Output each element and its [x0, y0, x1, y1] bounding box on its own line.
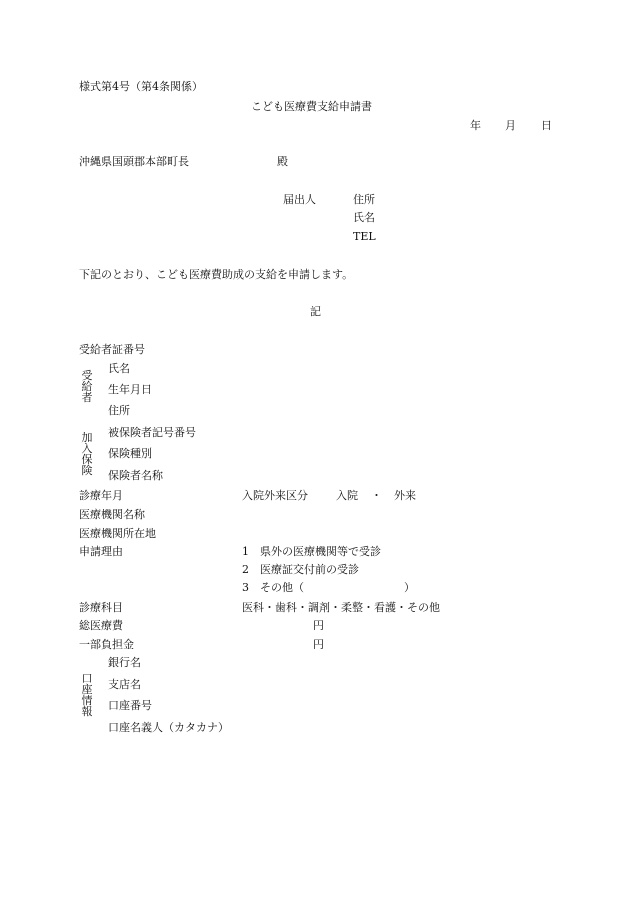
applicant-address-label: 住所	[353, 193, 375, 206]
treatment-month-label: 診療年月	[79, 489, 123, 502]
inpatient-option: 入院	[336, 489, 358, 502]
ki-heading: 記	[310, 305, 321, 318]
recipient-group-char: 受給者	[81, 369, 93, 404]
insurance-group-label	[80, 432, 94, 476]
reason-3-text: その他（	[260, 581, 304, 594]
institution-address-label: 医療機関所在地	[79, 527, 156, 540]
application-statement: 下記のとおり、こども医療費助成の支給を申請します。	[79, 268, 354, 281]
applicant-label: 届出人	[283, 193, 316, 206]
outpatient-option: 外来	[394, 489, 416, 502]
insurance-group-char: 加入保険	[81, 431, 93, 477]
reason-1-number: 1	[242, 545, 249, 558]
reason-3-number: 3	[242, 581, 249, 594]
applicant-tel-label: TEL	[353, 230, 376, 243]
copay-label: 一部負担金	[79, 638, 134, 651]
account-number-label: 口座番号	[108, 699, 152, 712]
date-month-label: 月	[505, 119, 516, 132]
page-title: こども医療費支給申請書	[251, 100, 372, 113]
insurance-type-label: 保険種別	[108, 447, 152, 460]
date-year-label: 年	[470, 119, 481, 132]
bank-name-label: 銀行名	[108, 656, 141, 669]
branch-name-label: 支店名	[108, 678, 141, 691]
recipient-birthdate-label: 生年月日	[108, 383, 152, 396]
inout-separator: ・	[371, 489, 382, 502]
reason-2-number: 2	[242, 563, 249, 576]
account-group-char: 口座情報	[81, 672, 93, 718]
reason-1-text: 県外の医療機関等で受診	[260, 545, 381, 558]
department-options: 医科・歯科・調剤・柔整・看護・その他	[242, 601, 440, 614]
inout-label: 入院外来区分	[242, 489, 308, 502]
date-day-label: 日	[541, 119, 552, 132]
recipient-cert-number-label: 受給者証番号	[79, 343, 145, 356]
insured-symbol-number-label: 被保険者記号番号	[108, 426, 196, 439]
reason-3-close-paren: ）	[404, 581, 415, 594]
department-label: 診療科目	[79, 601, 123, 614]
reason-2-text: 医療証交付前の受診	[260, 563, 359, 576]
institution-name-label: 医療機関名称	[79, 508, 145, 521]
recipient-name-label: 氏名	[108, 362, 130, 375]
recipient-group-label	[80, 370, 94, 403]
addressee-honorific: 殿	[277, 155, 288, 168]
account-group-label	[80, 673, 94, 717]
total-cost-unit: 円	[313, 619, 324, 632]
form-number: 様式第4号（第4条関係）	[79, 80, 203, 93]
addressee-name: 沖縄県国頭郡本部町長	[79, 155, 189, 168]
total-cost-label: 総医療費	[79, 619, 123, 632]
applicant-name-label: 氏名	[353, 211, 375, 224]
recipient-address-label: 住所	[108, 404, 130, 417]
account-holder-label: 口座名義人（カタカナ）	[108, 721, 229, 734]
reason-label: 申請理由	[79, 545, 123, 558]
insurer-name-label: 保険者名称	[108, 469, 163, 482]
copay-unit: 円	[313, 638, 324, 651]
